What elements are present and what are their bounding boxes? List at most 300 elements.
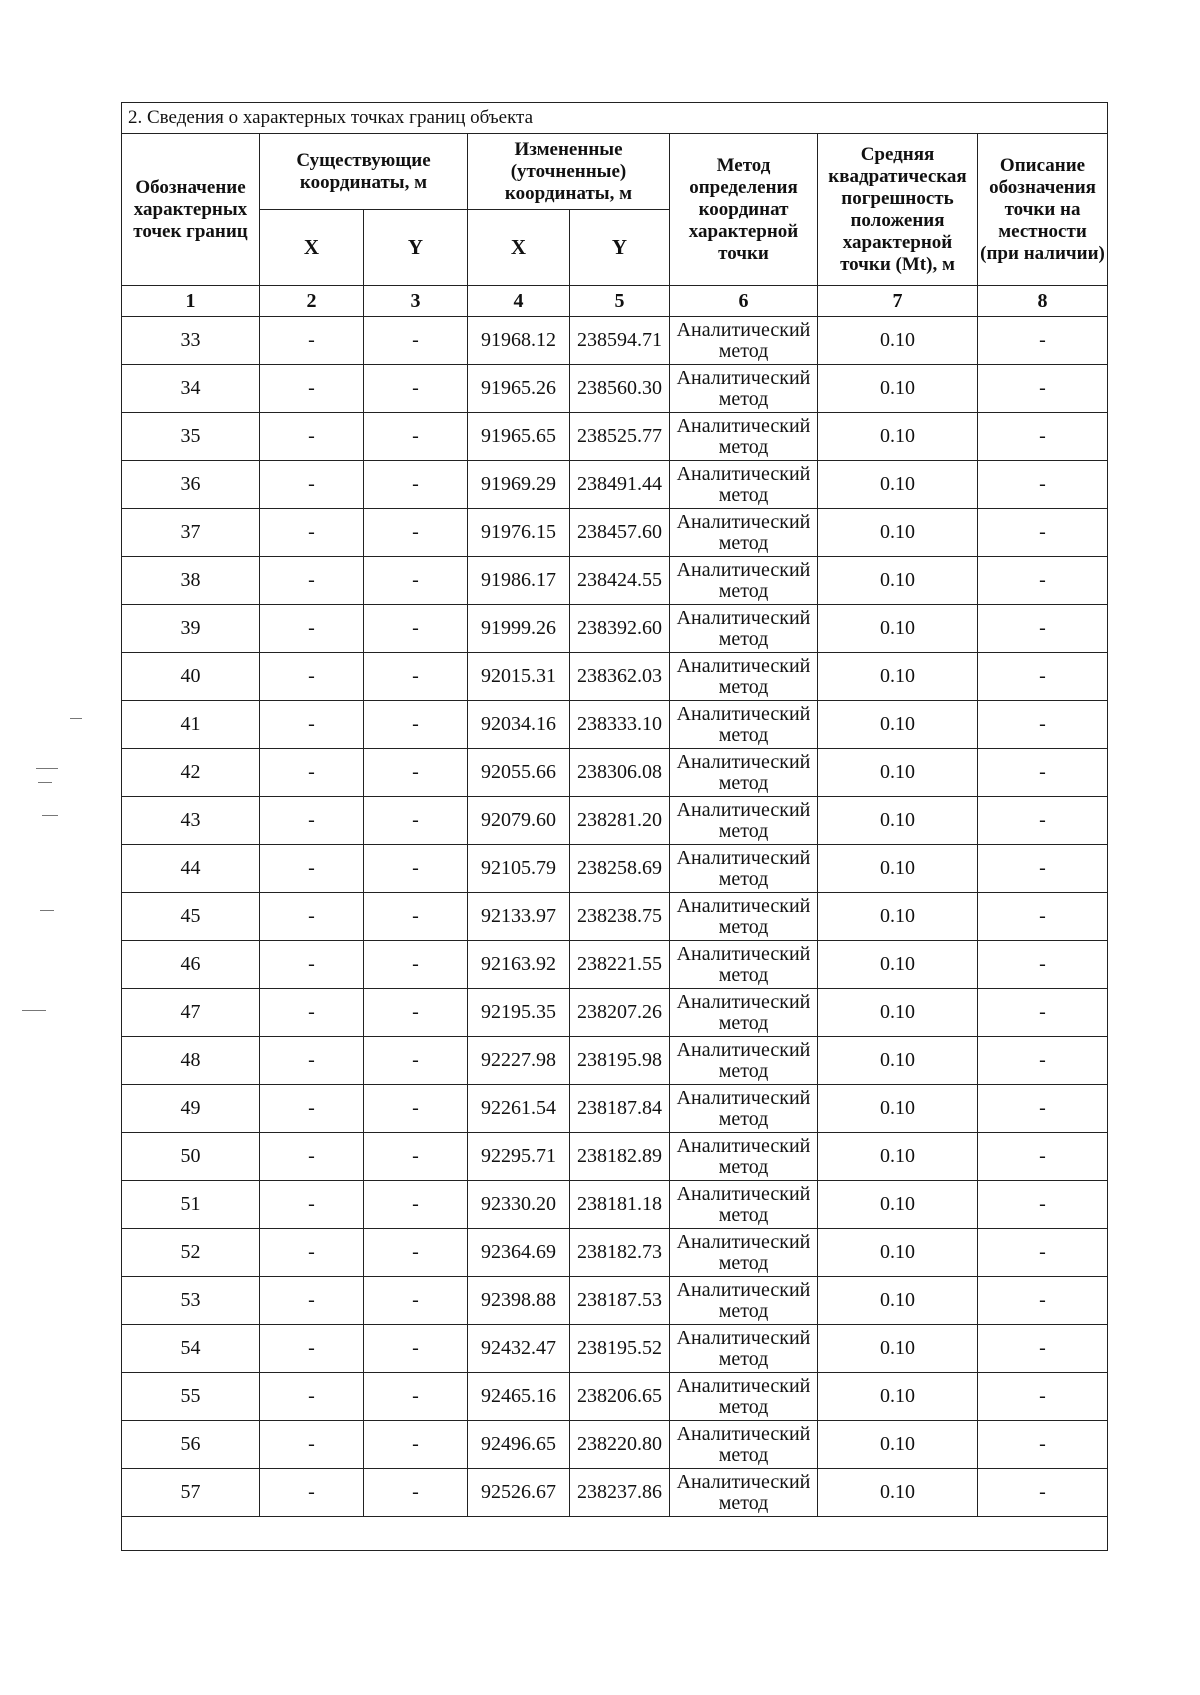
changed-x-cell: 92496.65 xyxy=(468,1421,570,1469)
method-cell xyxy=(670,941,818,989)
changed-y-cell: 238333.10 xyxy=(570,701,670,749)
point-number-cell: 51 xyxy=(122,1181,260,1229)
table-row xyxy=(122,1181,1108,1229)
existing-y-cell: - xyxy=(364,797,468,845)
changed-y-cell: 238238.75 xyxy=(570,893,670,941)
changed-y-cell: 238560.30 xyxy=(570,365,670,413)
existing-y-cell: - xyxy=(364,1325,468,1373)
method-line: Аналитический xyxy=(676,798,811,821)
existing-y-cell: - xyxy=(364,1229,468,1277)
mt-error-cell: 0.10 xyxy=(818,509,978,557)
changed-y-cell: 238187.53 xyxy=(570,1277,670,1325)
changed-x-cell: 92364.69 xyxy=(468,1229,570,1277)
point-number-cell: 36 xyxy=(122,461,260,509)
changed-x-cell: 91976.15 xyxy=(468,509,570,557)
point-number-cell: 42 xyxy=(122,749,260,797)
point-number-cell: 41 xyxy=(122,701,260,749)
existing-x-cell: - xyxy=(260,1325,364,1373)
header-changed-y: Y xyxy=(570,210,670,286)
header-existing-y: Y xyxy=(364,210,468,286)
method-cell xyxy=(670,461,818,509)
description-cell: - xyxy=(978,509,1108,557)
existing-y-cell: - xyxy=(364,1277,468,1325)
method-cell xyxy=(670,317,818,365)
method-line: Аналитический xyxy=(676,1086,811,1109)
column-number: 2 xyxy=(260,286,364,317)
description-cell: - xyxy=(978,1037,1108,1085)
method-line: метод xyxy=(718,1107,769,1130)
existing-x-cell: - xyxy=(260,1037,364,1085)
changed-y-cell: 238525.77 xyxy=(570,413,670,461)
changed-y-cell: 238195.98 xyxy=(570,1037,670,1085)
method-line: Аналитический xyxy=(676,510,811,533)
changed-y-cell: 238281.20 xyxy=(570,797,670,845)
point-number-cell: 49 xyxy=(122,1085,260,1133)
scan-mark xyxy=(70,718,82,719)
table-row xyxy=(122,461,1108,509)
changed-x-cell: 92015.31 xyxy=(468,653,570,701)
existing-x-cell: - xyxy=(260,605,364,653)
description-cell: - xyxy=(978,1325,1108,1373)
mt-error-cell: 0.10 xyxy=(818,413,978,461)
changed-x-cell: 92398.88 xyxy=(468,1277,570,1325)
method-line: Аналитический xyxy=(676,1422,811,1445)
method-line: метод xyxy=(718,723,769,746)
column-number: 3 xyxy=(364,286,468,317)
method-line: Аналитический xyxy=(676,990,811,1013)
method-line: метод xyxy=(718,1395,769,1418)
method-line: Аналитический xyxy=(676,942,811,965)
description-cell: - xyxy=(978,1277,1108,1325)
existing-x-cell: - xyxy=(260,1181,364,1229)
existing-x-cell: - xyxy=(260,461,364,509)
changed-x-cell: 92295.71 xyxy=(468,1133,570,1181)
table-row xyxy=(122,317,1108,365)
method-line: метод xyxy=(718,867,769,890)
method-cell xyxy=(670,605,818,653)
table-row xyxy=(122,941,1108,989)
changed-x-cell: 92227.98 xyxy=(468,1037,570,1085)
existing-x-cell: - xyxy=(260,1277,364,1325)
header-mean-square-error: Средняя квадратическая погрешность положения характерной точки (Mt), м xyxy=(818,134,978,286)
existing-y-cell: - xyxy=(364,1469,468,1517)
method-line: Аналитический xyxy=(676,750,811,773)
existing-y-cell: - xyxy=(364,893,468,941)
method-line: метод xyxy=(718,1491,769,1514)
existing-x-cell: - xyxy=(260,989,364,1037)
point-number-cell: 56 xyxy=(122,1421,260,1469)
changed-y-cell: 238392.60 xyxy=(570,605,670,653)
existing-x-cell: - xyxy=(260,845,364,893)
method-cell xyxy=(670,509,818,557)
mt-error-cell: 0.10 xyxy=(818,1133,978,1181)
existing-x-cell: - xyxy=(260,1085,364,1133)
mt-error-cell: 0.10 xyxy=(818,1373,978,1421)
method-line: метод xyxy=(718,1347,769,1370)
changed-y-cell: 238220.80 xyxy=(570,1421,670,1469)
point-number-cell: 54 xyxy=(122,1325,260,1373)
method-cell xyxy=(670,1229,818,1277)
point-number-cell: 53 xyxy=(122,1277,260,1325)
point-number-cell: 34 xyxy=(122,365,260,413)
changed-x-cell: 91999.26 xyxy=(468,605,570,653)
changed-x-cell: 91965.65 xyxy=(468,413,570,461)
method-line: метод xyxy=(718,435,769,458)
method-line: метод xyxy=(718,915,769,938)
mt-error-cell: 0.10 xyxy=(818,749,978,797)
method-line: Аналитический xyxy=(676,1326,811,1349)
description-cell: - xyxy=(978,1181,1108,1229)
changed-y-cell: 238258.69 xyxy=(570,845,670,893)
header-description: Описание обозначения точки на местности (при наличии) xyxy=(978,134,1108,286)
table-row xyxy=(122,1421,1108,1469)
method-cell xyxy=(670,893,818,941)
column-number: 1 xyxy=(122,286,260,317)
changed-x-cell: 92465.16 xyxy=(468,1373,570,1421)
changed-x-cell: 92261.54 xyxy=(468,1085,570,1133)
method-cell xyxy=(670,797,818,845)
method-cell xyxy=(670,365,818,413)
method-line: метод xyxy=(718,771,769,794)
empty-footer-cell xyxy=(122,1517,1108,1551)
existing-y-cell: - xyxy=(364,749,468,797)
description-cell: - xyxy=(978,845,1108,893)
existing-x-cell: - xyxy=(260,317,364,365)
existing-x-cell: - xyxy=(260,413,364,461)
point-number-cell: 37 xyxy=(122,509,260,557)
method-line: Аналитический xyxy=(676,318,811,341)
table-row xyxy=(122,653,1108,701)
table-row xyxy=(122,1085,1108,1133)
header-point-designation: Обозначение характерных точек границ xyxy=(122,134,260,286)
method-cell xyxy=(670,1421,818,1469)
description-cell: - xyxy=(978,413,1108,461)
changed-x-cell: 92055.66 xyxy=(468,749,570,797)
existing-x-cell: - xyxy=(260,365,364,413)
table-row xyxy=(122,605,1108,653)
changed-y-cell: 238181.18 xyxy=(570,1181,670,1229)
mt-error-cell: 0.10 xyxy=(818,1325,978,1373)
existing-y-cell: - xyxy=(364,605,468,653)
existing-x-cell: - xyxy=(260,1229,364,1277)
point-number-cell: 55 xyxy=(122,1373,260,1421)
description-cell: - xyxy=(978,797,1108,845)
description-cell: - xyxy=(978,893,1108,941)
changed-y-cell: 238362.03 xyxy=(570,653,670,701)
mt-error-cell: 0.10 xyxy=(818,1229,978,1277)
method-line: метод xyxy=(718,1155,769,1178)
method-line: метод xyxy=(718,963,769,986)
method-line: Аналитический xyxy=(676,606,811,629)
table-row xyxy=(122,701,1108,749)
method-cell xyxy=(670,701,818,749)
description-cell: - xyxy=(978,1421,1108,1469)
existing-y-cell: - xyxy=(364,1373,468,1421)
table-row xyxy=(122,797,1108,845)
method-line: Аналитический xyxy=(676,654,811,677)
header-existing-x: X xyxy=(260,210,364,286)
table-row xyxy=(122,509,1108,557)
description-cell: - xyxy=(978,1373,1108,1421)
description-cell: - xyxy=(978,461,1108,509)
mt-error-cell: 0.10 xyxy=(818,1277,978,1325)
changed-y-cell: 238594.71 xyxy=(570,317,670,365)
changed-x-cell: 91969.29 xyxy=(468,461,570,509)
changed-x-cell: 91986.17 xyxy=(468,557,570,605)
method-line: метод xyxy=(718,675,769,698)
method-cell xyxy=(670,1469,818,1517)
existing-x-cell: - xyxy=(260,797,364,845)
method-cell xyxy=(670,413,818,461)
existing-y-cell: - xyxy=(364,461,468,509)
existing-x-cell: - xyxy=(260,557,364,605)
method-cell xyxy=(670,557,818,605)
existing-y-cell: - xyxy=(364,413,468,461)
method-cell xyxy=(670,1277,818,1325)
header-method: Метод определения координат характерной точки xyxy=(670,134,818,286)
changed-y-cell: 238182.73 xyxy=(570,1229,670,1277)
description-cell: - xyxy=(978,605,1108,653)
existing-x-cell: - xyxy=(260,1469,364,1517)
method-line: метод xyxy=(718,1443,769,1466)
method-line: метод xyxy=(718,1251,769,1274)
changed-x-cell: 92133.97 xyxy=(468,893,570,941)
changed-x-cell: 92526.67 xyxy=(468,1469,570,1517)
mt-error-cell: 0.10 xyxy=(818,653,978,701)
mt-error-cell: 0.10 xyxy=(818,797,978,845)
column-number: 8 xyxy=(978,286,1108,317)
method-line: метод xyxy=(718,387,769,410)
column-number: 7 xyxy=(818,286,978,317)
changed-x-cell: 92330.20 xyxy=(468,1181,570,1229)
changed-y-cell: 238491.44 xyxy=(570,461,670,509)
table-row xyxy=(122,1037,1108,1085)
column-number: 5 xyxy=(570,286,670,317)
point-number-cell: 35 xyxy=(122,413,260,461)
table-row xyxy=(122,845,1108,893)
description-cell: - xyxy=(978,749,1108,797)
method-line: Аналитический xyxy=(676,1230,811,1253)
method-cell xyxy=(670,989,818,1037)
method-line: Аналитический xyxy=(676,1182,811,1205)
table-row xyxy=(122,749,1108,797)
method-line: Аналитический xyxy=(676,366,811,389)
column-number: 4 xyxy=(468,286,570,317)
mt-error-cell: 0.10 xyxy=(818,1421,978,1469)
point-number-cell: 38 xyxy=(122,557,260,605)
mt-error-cell: 0.10 xyxy=(818,701,978,749)
point-number-cell: 44 xyxy=(122,845,260,893)
table-row xyxy=(122,1229,1108,1277)
boundary-points-table xyxy=(121,102,1108,1551)
changed-y-cell: 238457.60 xyxy=(570,509,670,557)
table-row xyxy=(122,557,1108,605)
point-number-cell: 45 xyxy=(122,893,260,941)
existing-y-cell: - xyxy=(364,557,468,605)
existing-y-cell: - xyxy=(364,701,468,749)
method-line: метод xyxy=(718,1059,769,1082)
point-number-cell: 43 xyxy=(122,797,260,845)
column-number-row xyxy=(122,286,1108,317)
existing-x-cell: - xyxy=(260,1421,364,1469)
existing-y-cell: - xyxy=(364,941,468,989)
method-cell xyxy=(670,1181,818,1229)
method-cell xyxy=(670,1085,818,1133)
changed-y-cell: 238187.84 xyxy=(570,1085,670,1133)
existing-y-cell: - xyxy=(364,365,468,413)
existing-x-cell: - xyxy=(260,749,364,797)
document-sheet xyxy=(121,102,1107,1567)
scan-mark xyxy=(38,782,52,783)
existing-y-cell: - xyxy=(364,317,468,365)
existing-x-cell: - xyxy=(260,509,364,557)
table-row xyxy=(122,1277,1108,1325)
method-line: Аналитический xyxy=(676,414,811,437)
point-number-cell: 46 xyxy=(122,941,260,989)
header-existing-coordinates: Существующие координаты, м xyxy=(260,134,468,210)
changed-y-cell: 238206.65 xyxy=(570,1373,670,1421)
scan-mark xyxy=(22,1010,46,1011)
scan-mark xyxy=(40,910,54,911)
description-cell: - xyxy=(978,989,1108,1037)
changed-y-cell: 238306.08 xyxy=(570,749,670,797)
mt-error-cell: 0.10 xyxy=(818,1469,978,1517)
mt-error-cell: 0.10 xyxy=(818,317,978,365)
method-line: метод xyxy=(718,819,769,842)
table-row xyxy=(122,1325,1108,1373)
method-line: Аналитический xyxy=(676,1470,811,1493)
method-line: метод xyxy=(718,1203,769,1226)
point-number-cell: 52 xyxy=(122,1229,260,1277)
description-cell: - xyxy=(978,653,1108,701)
description-cell: - xyxy=(978,1229,1108,1277)
existing-x-cell: - xyxy=(260,1133,364,1181)
method-line: метод xyxy=(718,339,769,362)
description-cell: - xyxy=(978,1469,1108,1517)
existing-x-cell: - xyxy=(260,701,364,749)
changed-x-cell: 92163.92 xyxy=(468,941,570,989)
method-line: Аналитический xyxy=(676,1038,811,1061)
description-cell: - xyxy=(978,1085,1108,1133)
changed-y-cell: 238195.52 xyxy=(570,1325,670,1373)
description-cell: - xyxy=(978,317,1108,365)
column-number: 6 xyxy=(670,286,818,317)
existing-y-cell: - xyxy=(364,1037,468,1085)
method-line: Аналитический xyxy=(676,846,811,869)
existing-x-cell: - xyxy=(260,653,364,701)
method-cell xyxy=(670,845,818,893)
point-number-cell: 57 xyxy=(122,1469,260,1517)
existing-y-cell: - xyxy=(364,1181,468,1229)
changed-x-cell: 92034.16 xyxy=(468,701,570,749)
method-line: Аналитический xyxy=(676,1374,811,1397)
header-changed-x: X xyxy=(468,210,570,286)
mt-error-cell: 0.10 xyxy=(818,1037,978,1085)
existing-x-cell: - xyxy=(260,941,364,989)
existing-y-cell: - xyxy=(364,989,468,1037)
point-number-cell: 39 xyxy=(122,605,260,653)
header-changed-coordinates: Измененные (уточненные) координаты, м xyxy=(468,134,670,210)
method-cell xyxy=(670,1133,818,1181)
mt-error-cell: 0.10 xyxy=(818,893,978,941)
mt-error-cell: 0.10 xyxy=(818,1085,978,1133)
method-cell xyxy=(670,653,818,701)
method-line: Аналитический xyxy=(676,558,811,581)
point-number-cell: 47 xyxy=(122,989,260,1037)
mt-error-cell: 0.10 xyxy=(818,557,978,605)
changed-x-cell: 92432.47 xyxy=(468,1325,570,1373)
method-line: метод xyxy=(718,1011,769,1034)
method-cell xyxy=(670,1325,818,1373)
mt-error-cell: 0.10 xyxy=(818,461,978,509)
existing-y-cell: - xyxy=(364,1133,468,1181)
method-line: Аналитический xyxy=(676,462,811,485)
table-row xyxy=(122,1373,1108,1421)
table-row xyxy=(122,413,1108,461)
changed-y-cell: 238207.26 xyxy=(570,989,670,1037)
changed-y-cell: 238424.55 xyxy=(570,557,670,605)
description-cell: - xyxy=(978,701,1108,749)
method-line: Аналитический xyxy=(676,894,811,917)
changed-x-cell: 91965.26 xyxy=(468,365,570,413)
table-row xyxy=(122,1133,1108,1181)
method-cell xyxy=(670,749,818,797)
changed-y-cell: 238182.89 xyxy=(570,1133,670,1181)
point-number-cell: 48 xyxy=(122,1037,260,1085)
scan-mark xyxy=(36,768,58,769)
existing-y-cell: - xyxy=(364,845,468,893)
existing-y-cell: - xyxy=(364,653,468,701)
table-row xyxy=(122,989,1108,1037)
changed-y-cell: 238221.55 xyxy=(570,941,670,989)
existing-y-cell: - xyxy=(364,1421,468,1469)
changed-x-cell: 92079.60 xyxy=(468,797,570,845)
changed-y-cell: 238237.86 xyxy=(570,1469,670,1517)
existing-y-cell: - xyxy=(364,509,468,557)
description-cell: - xyxy=(978,1133,1108,1181)
mt-error-cell: 0.10 xyxy=(818,365,978,413)
existing-x-cell: - xyxy=(260,1373,364,1421)
method-line: метод xyxy=(718,483,769,506)
method-line: Аналитический xyxy=(676,1278,811,1301)
description-cell: - xyxy=(978,941,1108,989)
method-line: метод xyxy=(718,579,769,602)
point-number-cell: 50 xyxy=(122,1133,260,1181)
point-number-cell: 33 xyxy=(122,317,260,365)
table-row xyxy=(122,1469,1108,1517)
mt-error-cell: 0.10 xyxy=(818,989,978,1037)
method-line: метод xyxy=(718,531,769,554)
description-cell: - xyxy=(978,365,1108,413)
point-number-cell: 40 xyxy=(122,653,260,701)
section-title: 2. Сведения о характерных точках границ объекта xyxy=(122,103,1108,134)
changed-x-cell: 92195.35 xyxy=(468,989,570,1037)
mt-error-cell: 0.10 xyxy=(818,941,978,989)
mt-error-cell: 0.10 xyxy=(818,845,978,893)
scan-mark xyxy=(42,815,58,816)
existing-y-cell: - xyxy=(364,1085,468,1133)
mt-error-cell: 0.10 xyxy=(818,605,978,653)
description-cell: - xyxy=(978,557,1108,605)
method-line: метод xyxy=(718,1299,769,1322)
changed-x-cell: 92105.79 xyxy=(468,845,570,893)
empty-footer-row xyxy=(122,1517,1108,1551)
changed-x-cell: 91968.12 xyxy=(468,317,570,365)
method-line: Аналитический xyxy=(676,702,811,725)
method-cell xyxy=(670,1037,818,1085)
table-row xyxy=(122,365,1108,413)
table-row xyxy=(122,893,1108,941)
